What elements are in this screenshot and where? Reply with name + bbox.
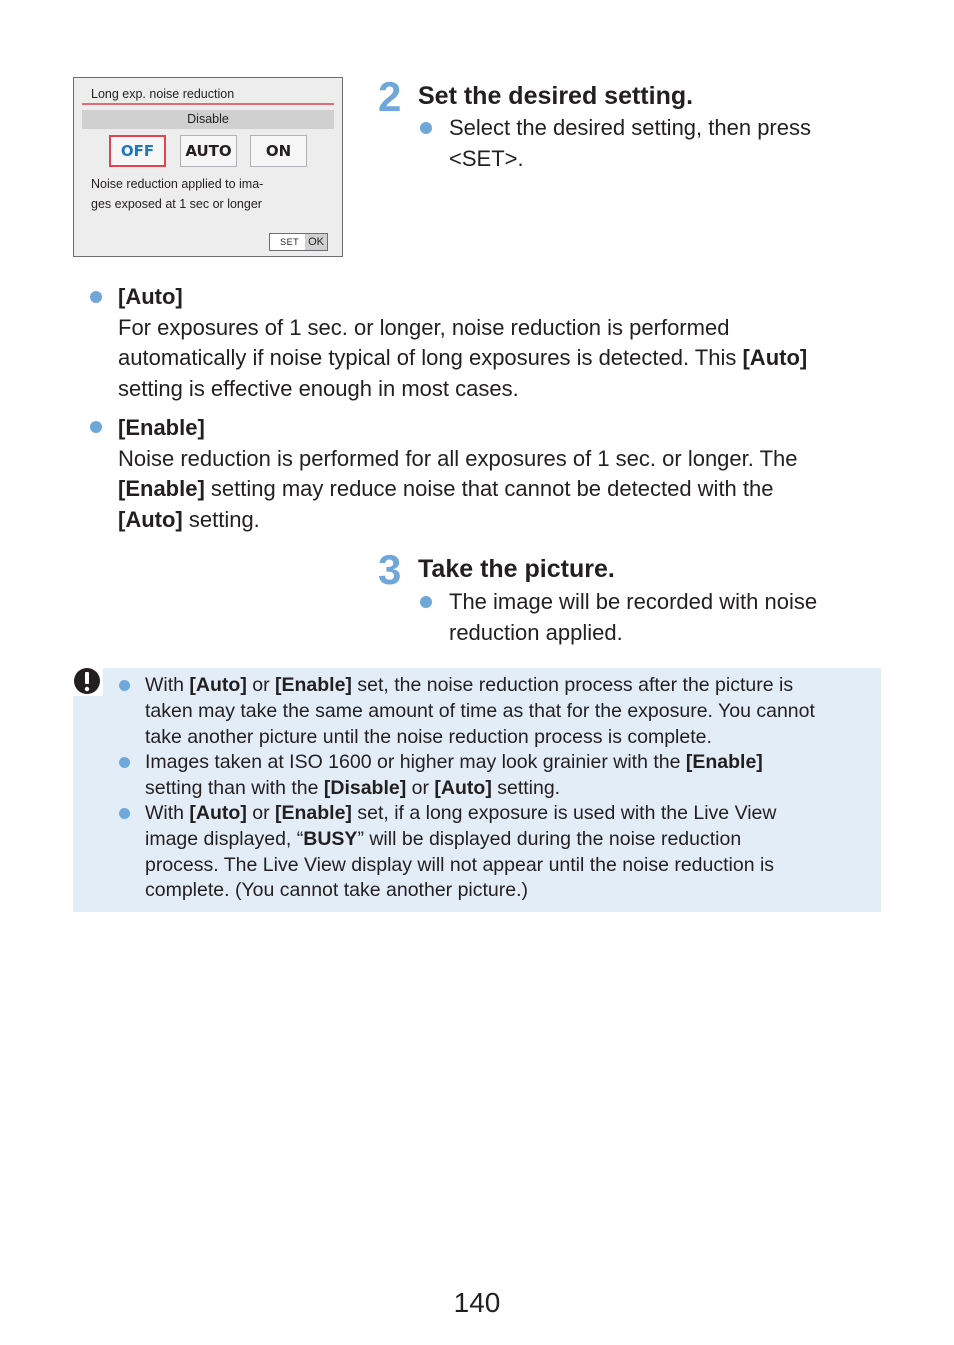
ok-label: OK: [305, 234, 327, 250]
bullet-icon: [420, 596, 432, 608]
menu-title: Long exp. noise reduction: [91, 87, 235, 101]
bullet-icon: [119, 757, 130, 768]
caution-box: [73, 668, 881, 912]
set-label: SET: [280, 237, 300, 247]
option-off: OFF: [109, 135, 166, 167]
auto-heading: [Auto]: [118, 284, 183, 309]
current-setting: Disable: [82, 110, 334, 129]
set-ok-indicator: [269, 233, 328, 251]
bullet-icon: [90, 421, 102, 433]
step-2-number: 2: [378, 73, 402, 120]
step-2-text: Select the desired setting, then press <SET>.: [449, 115, 811, 171]
step-3-number: 3: [378, 546, 402, 593]
bullet-icon: [90, 291, 102, 303]
caution-item-2: Images taken at ISO 1600 or higher may look grainier with the [Enable] setting than with the [Disable] or [Auto] setting.: [145, 751, 763, 799]
caution-icon: [73, 668, 103, 696]
bullet-icon: [119, 808, 130, 819]
page-number: 140: [453, 1287, 501, 1318]
bullet-icon: [420, 122, 432, 134]
caution-item-3: With [Auto] or [Enable] set, if a long exposure is used with the Live View image displayed, “BUSY” will be displayed during the noise reduction process. The Live View display will not appear until the noise reduction is complete. (You cannot take another picture.): [145, 802, 777, 902]
title-underline: [82, 103, 334, 105]
caution-item-1: With [Auto] or [Enable] set, the noise reduction process after the picture is taken may take the same amount of time as that for the exposure. You cannot take another picture until the noise reduction process is complete.: [145, 674, 815, 748]
bullet-icon: [119, 680, 130, 691]
step-3-text: The image will be recorded with noise reduction applied.: [449, 589, 818, 645]
option-on: ON: [250, 135, 307, 167]
auto-section: [Auto] For exposures of 1 sec. or longer, noise reduction is performed automatically if noise typical of long exposures is detected. This [Auto] setting is effective enough in most cases.: [118, 284, 808, 401]
step-3-title: Take the picture.: [418, 555, 615, 583]
step-2-title: Set the desired setting.: [418, 82, 694, 110]
option-auto: AUTO: [180, 135, 237, 167]
enable-section: [Enable] Noise reduction is performed for all exposures of 1 sec. or longer. The [Enable] setting may reduce noise that cannot be detected with the [Auto] setting.: [118, 415, 798, 532]
camera-menu-screen: [73, 77, 343, 257]
enable-heading: [Enable]: [118, 415, 205, 440]
option-description: Noise reduction applied to ima- ges exposed at 1 sec or longer: [91, 177, 264, 211]
